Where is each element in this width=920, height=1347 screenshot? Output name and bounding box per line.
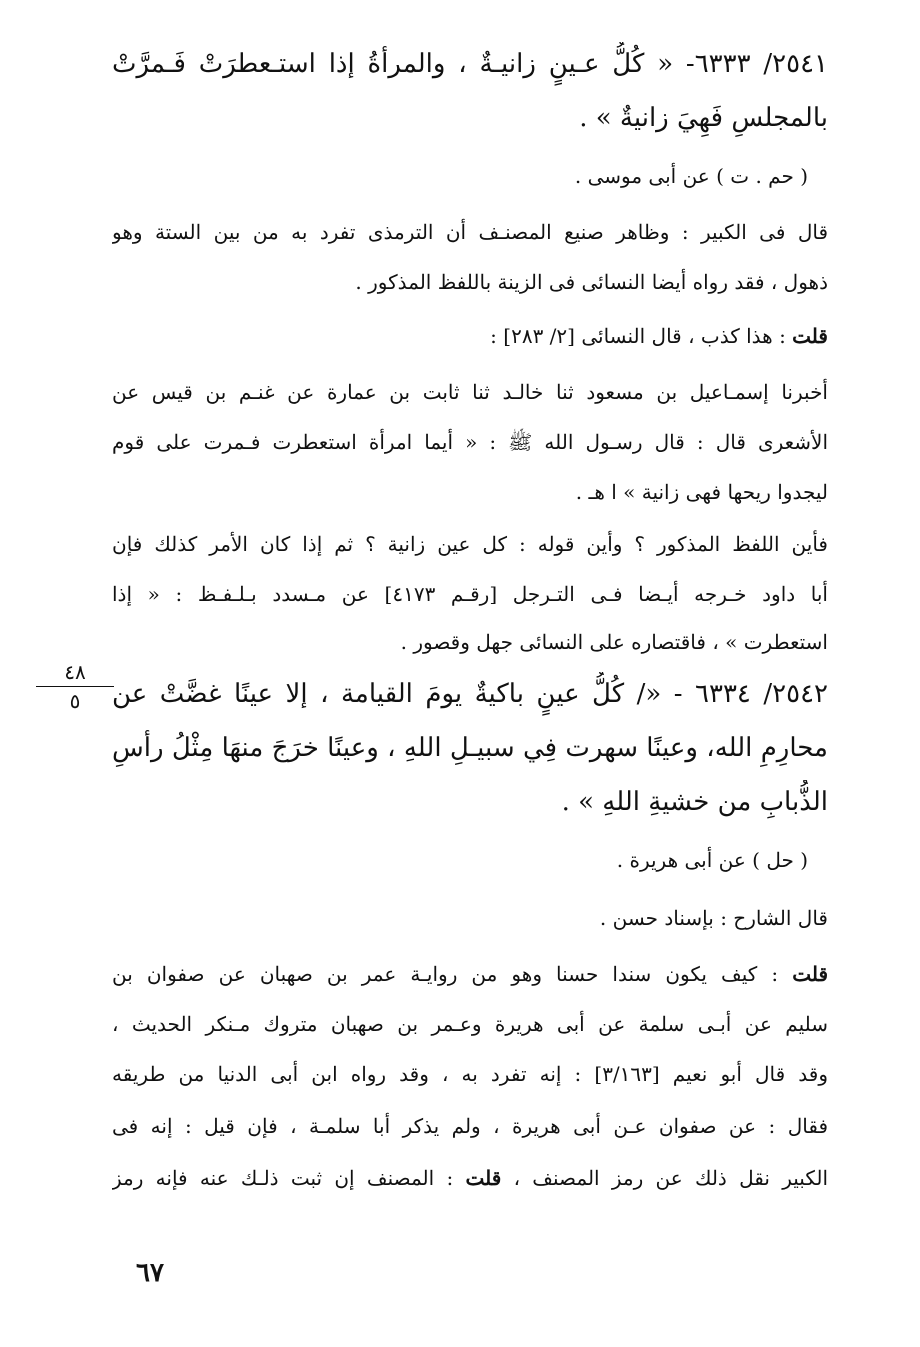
hadith-2541-line-2: بالمجلسِ فَهِيَ زانيةٌ » . (579, 103, 828, 133)
qultu-2-text-1: : كيف يكون سندا حسنا وهو من روايـة عمر بن صهبان عن صفوان بن (112, 962, 779, 986)
qultu-2-line-5 (112, 1160, 828, 1200)
margin-marker-top: ٤٨ (64, 660, 86, 684)
qultu-2-line-3: وقد قال أبو نعيم [٣/١٦٣] : إنه تفرد به ، وقد رواه ابن أبى الدنيا من طريقه (112, 1062, 828, 1086)
hadith-2542-line-3: الذُّبابِ من خشيةِ اللهِ » . (561, 787, 828, 817)
qultu-2-line-5-suffix: : المصنف إن ثبت ذلـك عنه فإنه رمز (112, 1166, 454, 1190)
qultu-2-label: قلت (792, 962, 828, 986)
sharih-note: قال الشارح : بإسناد حسن . (599, 906, 828, 930)
nasai-narration-line-2: الأشعرى قال : قال رسـول الله ﷺ : « أيما امرأة استعطرت فـمرت على قوم (112, 430, 828, 454)
critique-1-line-3: استعطرت » ، فاقتصاره على النسائى جهل وقصور . (400, 630, 828, 654)
page-number: ٦٧ (136, 1258, 164, 1288)
kabir-note-line-2: ذهول ، فقد رواه أيضا النسائى فى الزينة باللفظ المذكور . (355, 270, 828, 294)
nasai-narration-line-1: أخبرنا إسمـاعيل بن مسعود ثنا خالـد ثنا ثابت بن عمارة عن غنـم بن قيس عن (112, 380, 828, 404)
source-2541: ( حم . ت ) عن أبى موسى . (574, 164, 808, 188)
kabir-note-line-1: قال فى الكبير : وظاهر صنيع المصنـف أن الترمذى تفرد به من بين الستة وهو (112, 220, 828, 244)
qultu-2-line-5-prefix: الكبير نقل ذلك عن رمز المصنف ، (513, 1166, 828, 1190)
margin-marker-rule (36, 686, 114, 687)
qultu-2-inline-label: قلت (465, 1166, 502, 1190)
hadith-2542-line-1: ٢٥٤٢/ ٦٣٣٤ - «/ كُلُّ عينٍ باكيةٌ يومَ القيامة ، إلا عينًا غضَّتْ عن (112, 679, 828, 709)
nasai-narration-line-3: ليجدوا ريحها فهى زانية » ا هـ . (575, 480, 828, 504)
qultu-2-line-2: سليم عن أبـى سلمة عن أبى هريرة وعـمر بن صهبان متروك مـنكر الحديث ، (112, 1012, 828, 1036)
source-2542: ( حل ) عن أبى هريرة . (616, 848, 808, 872)
critique-1-line-1: فأين اللفظ المذكور ؟ وأين قوله : كل عين زانية ؟ ثم إذا كان الأمر كذلك فإن (112, 532, 828, 556)
qultu-1-text: : هذا كذب ، قال النسائى [٢/ ٢٨٣] : (490, 324, 786, 348)
hadith-2542-line-2: محارِمِ الله، وعينًا سهرت فِي سبيـلِ اللهِ ، وعينًا خرَجَ منهَا مِثْلُ رأسِ (112, 733, 828, 763)
qultu-2-line-1 (112, 956, 828, 996)
margin-marker-bottom: ٥ (69, 689, 81, 713)
hadith-2541-line-1: ٢٥٤١/ ٦٣٣٣- « كُلُّ عـينٍ زانيـةٌ ، والمرأةُ إذا استـعطرَتْ فَـمرَّتْ (112, 49, 828, 79)
qultu-1-label: قلت (792, 324, 828, 348)
qultu-1-line (112, 318, 828, 358)
margin-page-marker (36, 660, 114, 713)
qultu-2-line-4: فقال : عن صفوان عـن أبى هريرة ، ولم يذكر أبا سلمـة ، فإن قيل : إنه فى (112, 1114, 828, 1138)
critique-1-line-2: أبا داود خـرجه أيـضا فـى التـرجل [رقـم ٤١٧٣] عن مـسدد بـلـفـظ : « إذا (112, 582, 828, 606)
